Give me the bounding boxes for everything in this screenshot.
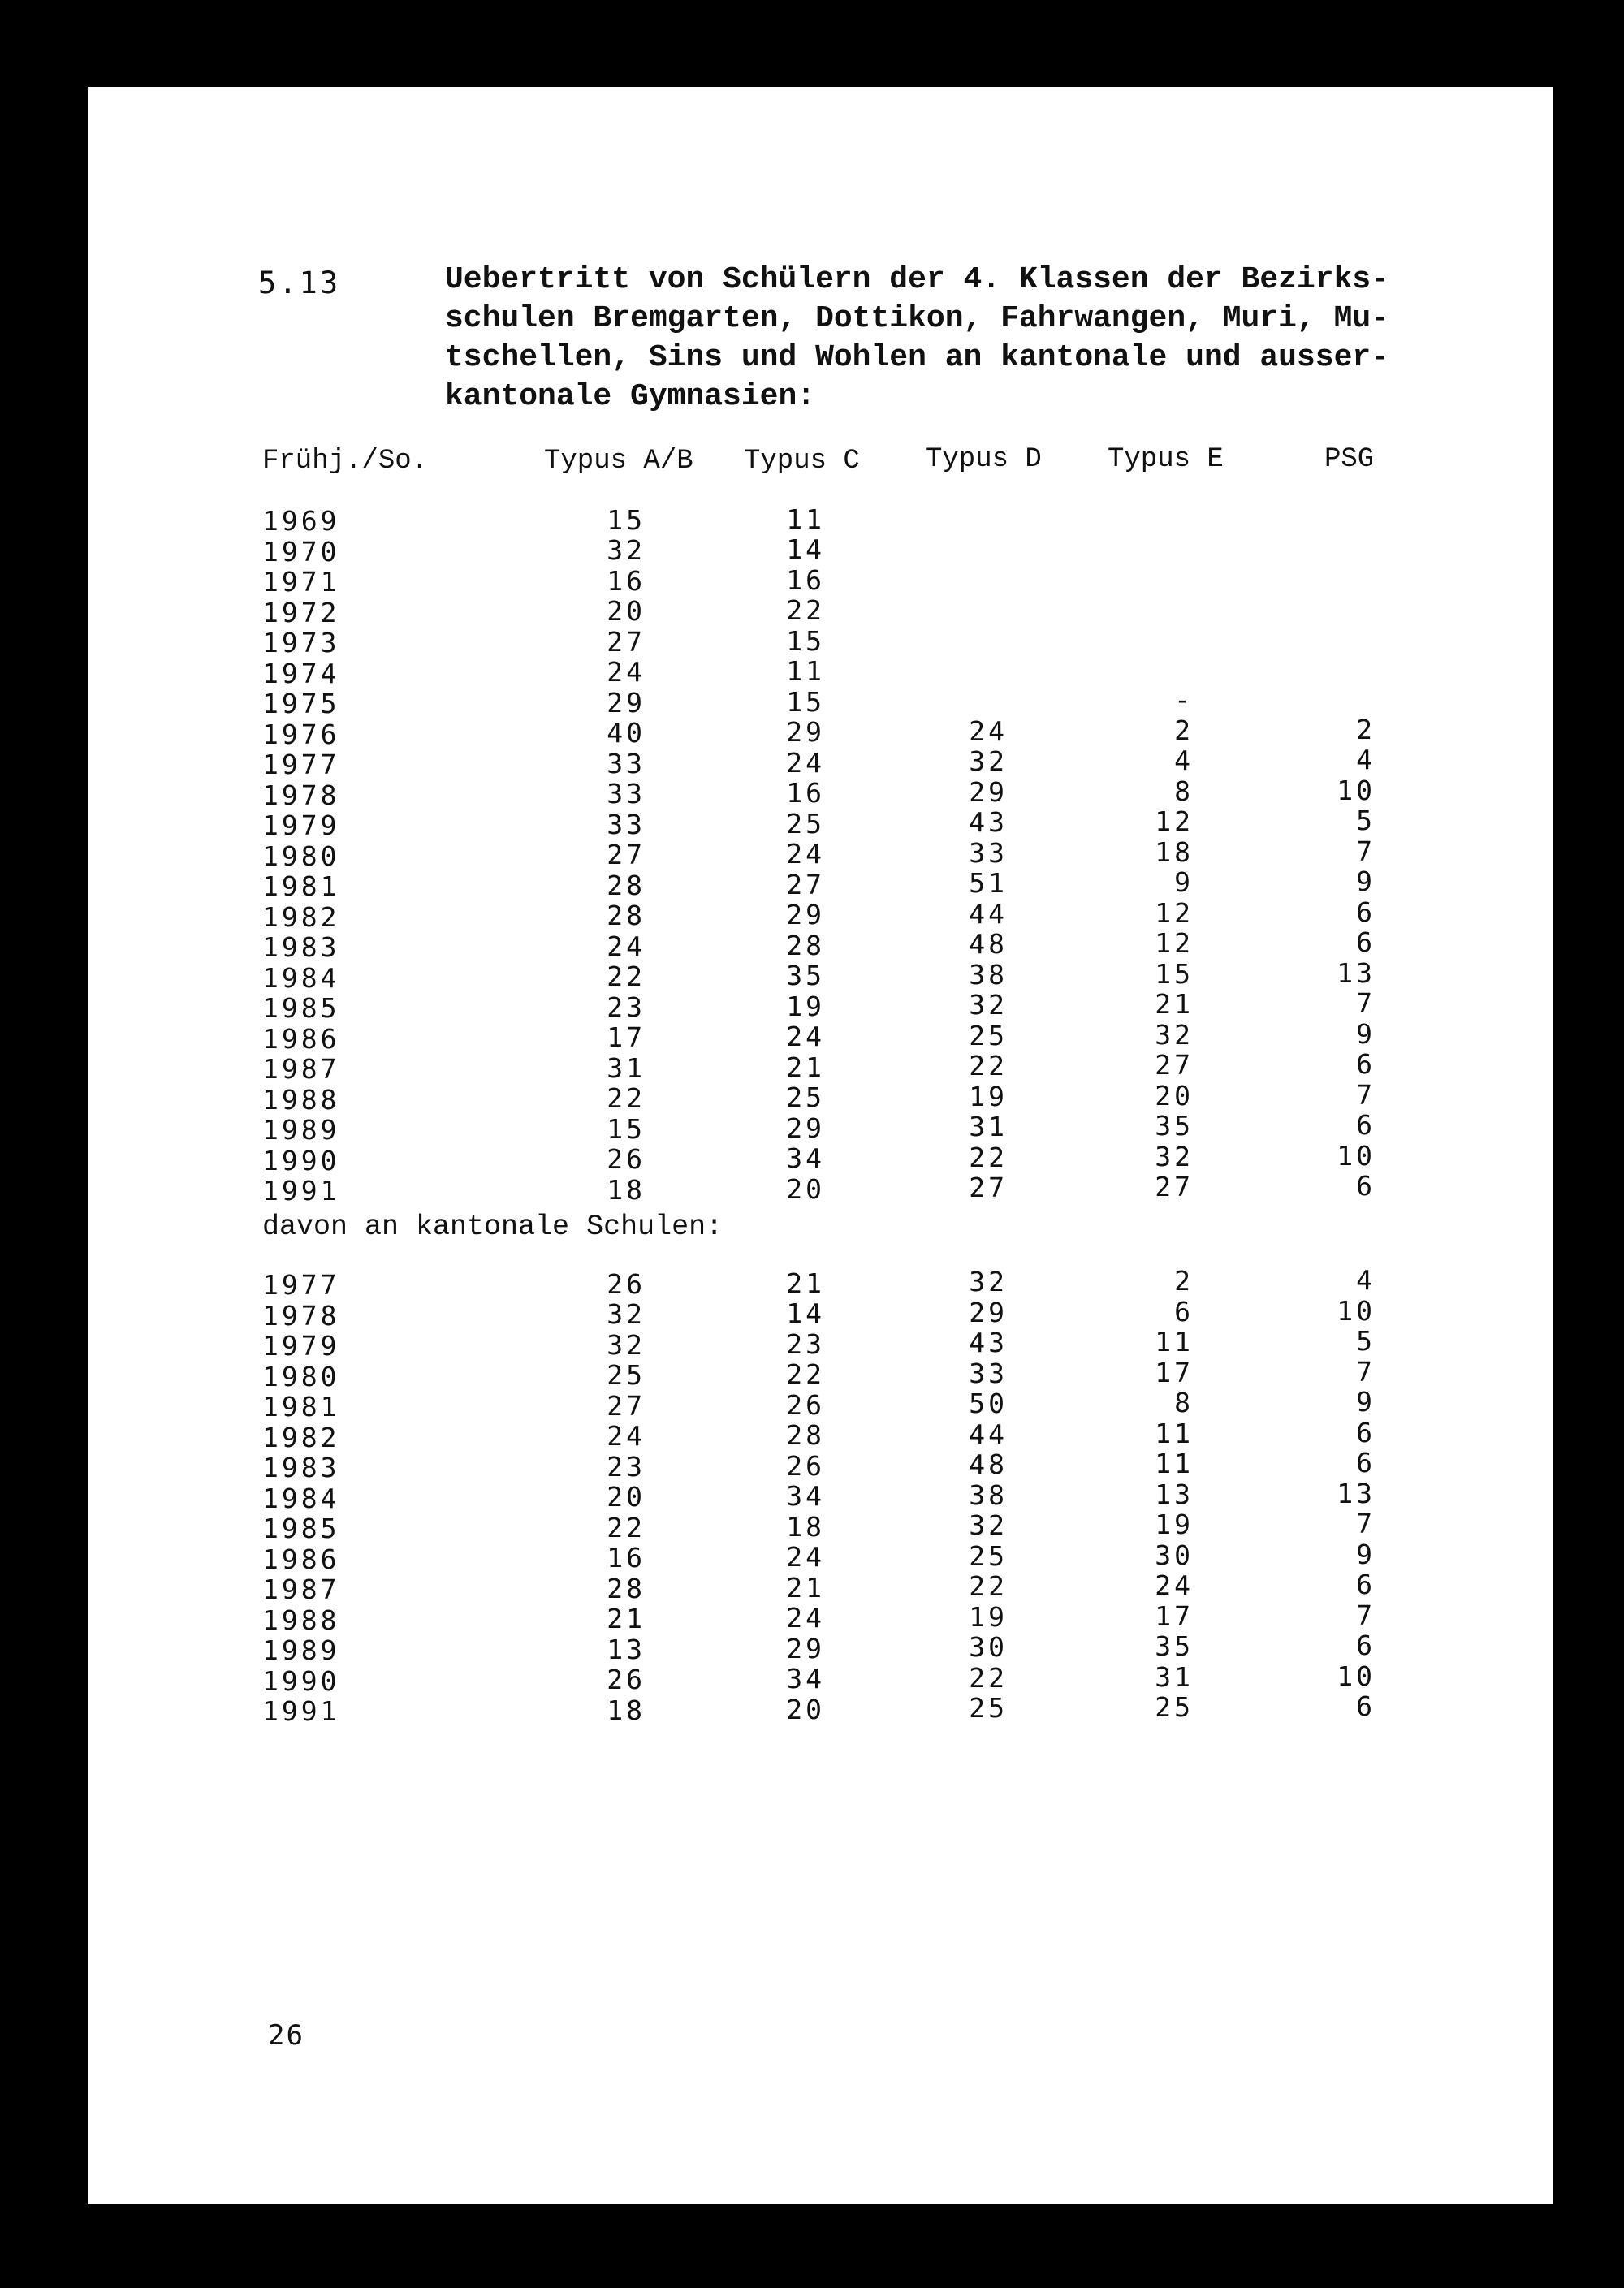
cell-typus-d: 25 [969, 1019, 1008, 1051]
cell-typus-e: 24 [1155, 1569, 1194, 1602]
cell-typus-e: 12 [1155, 896, 1194, 929]
cell-typus-c: 34 [786, 1480, 825, 1513]
cell-typus-e: 30 [1155, 1539, 1194, 1571]
cell-year: 1969 [262, 505, 340, 537]
column-header-typus-c: Typus C [744, 446, 860, 477]
column-header-typus-ab: Typus A/B [544, 446, 693, 477]
cell-year: 1979 [262, 1330, 340, 1362]
table-row [88, 624, 1553, 658]
cell-typus-e: 11 [1155, 1448, 1194, 1480]
cell-typus-ab: 23 [607, 1450, 646, 1483]
table-row [88, 1599, 1553, 1636]
cell-typus-c: 21 [786, 1267, 825, 1299]
cell-typus-d: 22 [969, 1661, 1008, 1694]
cell-typus-e: 12 [1155, 927, 1194, 960]
cell-year: 1990 [262, 1144, 340, 1176]
cell-typus-e: 27 [1155, 1049, 1194, 1081]
table-row [88, 563, 1553, 598]
table-row [88, 655, 1553, 689]
cell-psg: 7 [1356, 835, 1376, 867]
cell-typus-e: 15 [1155, 957, 1194, 990]
cell-year: 1990 [262, 1664, 340, 1697]
cell-typus-ab: 24 [607, 656, 646, 689]
cell-typus-ab: 32 [607, 1328, 646, 1361]
cell-typus-d: 32 [969, 1266, 1008, 1298]
table-row [88, 1416, 1553, 1453]
cell-year: 1989 [262, 1634, 340, 1666]
cell-typus-d: 27 [969, 1172, 1008, 1204]
cell-typus-ab: 18 [607, 1694, 646, 1726]
cell-year: 1987 [262, 1053, 340, 1085]
cell-typus-c: 21 [786, 1051, 825, 1083]
cell-typus-d: 19 [969, 1600, 1008, 1633]
title-line: tschellen, Sins und Wohlen an kantonale und ausser- [445, 340, 1389, 375]
cell-typus-d: 32 [969, 745, 1008, 778]
cell-year: 1989 [262, 1114, 340, 1146]
cell-typus-d: 32 [969, 1509, 1008, 1542]
cell-typus-ab: 32 [607, 1298, 646, 1331]
cell-typus-c: 26 [786, 1449, 825, 1482]
cell-typus-d: 29 [969, 775, 1008, 808]
cell-typus-ab: 28 [607, 1572, 646, 1604]
cell-typus-ab: 20 [607, 1481, 646, 1513]
cell-psg: 10 [1337, 1660, 1376, 1692]
cell-typus-c: 34 [786, 1142, 825, 1175]
cell-typus-c: 25 [786, 1081, 825, 1114]
cell-typus-c: 11 [786, 503, 825, 535]
cell-typus-ab: 24 [607, 930, 646, 962]
cell-year: 1982 [262, 1421, 340, 1453]
cell-typus-ab: 27 [607, 1389, 646, 1422]
table-row [88, 1690, 1553, 1727]
cell-psg: 7 [1356, 1355, 1376, 1388]
document-page [88, 87, 1553, 2204]
cell-year: 1984 [262, 961, 340, 994]
table-row [88, 896, 1553, 933]
cell-typus-c: 21 [786, 1571, 825, 1604]
cell-typus-c: 28 [786, 1419, 825, 1452]
cell-typus-ab: 23 [607, 991, 646, 1023]
cell-typus-ab: 28 [607, 869, 646, 901]
cell-typus-d: 38 [969, 1479, 1008, 1511]
cell-typus-ab: 26 [607, 1267, 646, 1300]
table-row [88, 926, 1553, 963]
cell-year: 1982 [262, 900, 340, 933]
cell-typus-c: 25 [786, 807, 825, 840]
table-row [88, 805, 1553, 841]
cell-psg: 9 [1356, 1538, 1376, 1570]
cell-year: 1970 [262, 535, 340, 568]
cell-psg: 9 [1356, 866, 1376, 897]
cell-typus-e: 18 [1155, 835, 1194, 868]
cell-psg: 4 [1356, 744, 1376, 775]
cell-typus-ab: 24 [607, 1420, 646, 1453]
cell-typus-d: 29 [969, 1296, 1008, 1328]
cell-typus-ab: 18 [607, 1173, 646, 1206]
cell-year: 1975 [262, 688, 340, 719]
cell-year: 1978 [262, 1299, 340, 1332]
title-line: Uebertritt von Schülern der 4. Klassen der Bezirks- [445, 262, 1389, 297]
table-row [88, 713, 1553, 750]
cell-typus-d: 33 [969, 836, 1008, 869]
cell-typus-c: 29 [786, 1632, 825, 1664]
cell-typus-c: 22 [786, 594, 825, 627]
page-number: 26 [268, 2019, 304, 2052]
cell-typus-e: 35 [1155, 1110, 1194, 1142]
cell-typus-ab: 33 [607, 778, 646, 810]
cell-year: 1981 [262, 870, 340, 902]
cell-typus-ab: 16 [607, 1542, 646, 1574]
cell-typus-d: 51 [969, 867, 1008, 900]
cell-typus-e: 21 [1155, 988, 1194, 1021]
cell-typus-e: 4 [1174, 745, 1194, 777]
cell-typus-d: 31 [969, 1111, 1008, 1143]
table-row [88, 1170, 1553, 1207]
cell-typus-d: 30 [969, 1631, 1008, 1664]
cell-typus-d: 22 [969, 1141, 1008, 1173]
cell-psg: 6 [1356, 1109, 1376, 1141]
cell-typus-ab: 22 [607, 1511, 646, 1543]
cell-typus-ab: 25 [607, 1359, 646, 1392]
cell-typus-d: 50 [969, 1388, 1008, 1420]
cell-typus-c: 15 [786, 685, 825, 718]
table-row [88, 594, 1553, 628]
cell-year: 1991 [262, 1175, 340, 1207]
table-row [88, 1477, 1553, 1514]
table-row [88, 835, 1553, 872]
cell-psg: 6 [1356, 1447, 1376, 1479]
cell-typus-e: 27 [1155, 1171, 1194, 1203]
cell-typus-c: 28 [786, 929, 825, 961]
cell-typus-c: 23 [786, 1327, 825, 1360]
cell-psg: 5 [1356, 805, 1376, 836]
cell-typus-e: 9 [1174, 866, 1194, 899]
table-row [88, 956, 1553, 994]
subheading-kantonal: davon an kantonale Schulen: [262, 1211, 723, 1243]
cell-typus-c: 29 [786, 1112, 825, 1144]
cell-psg: 2 [1356, 713, 1376, 745]
cell-year: 1983 [262, 1452, 340, 1483]
cell-typus-c: 24 [786, 746, 825, 779]
cell-typus-e: 17 [1155, 1599, 1194, 1632]
cell-typus-c: 34 [786, 1663, 825, 1695]
table-row [88, 1569, 1553, 1605]
table-row [88, 1538, 1553, 1575]
cell-typus-d: 32 [969, 989, 1008, 1021]
cell-year: 1974 [262, 657, 340, 689]
cell-typus-c: 15 [786, 624, 825, 657]
cell-typus-c: 26 [786, 1388, 825, 1421]
cell-typus-e: 11 [1155, 1417, 1194, 1449]
cell-typus-e: 8 [1174, 775, 1194, 807]
cell-psg: 13 [1337, 1477, 1376, 1509]
table-row [88, 1139, 1553, 1176]
cell-psg: 6 [1356, 1170, 1376, 1202]
cell-typus-c: 27 [786, 868, 825, 900]
cell-psg: 7 [1356, 1599, 1376, 1631]
cell-typus-e: 11 [1155, 1326, 1194, 1358]
cell-psg: 6 [1356, 1048, 1376, 1080]
cell-typus-ab: 33 [607, 747, 646, 779]
cell-typus-e: 19 [1155, 1509, 1194, 1541]
cell-year: 1973 [262, 627, 340, 658]
cell-typus-d: 22 [969, 1050, 1008, 1082]
table-row [88, 1447, 1553, 1483]
table-row [88, 774, 1553, 811]
cell-typus-ab: 32 [607, 534, 646, 567]
cell-typus-ab: 29 [607, 686, 646, 719]
table-row [88, 505, 1553, 535]
table-row [88, 1264, 1553, 1301]
table-row [88, 1109, 1553, 1146]
cell-typus-d: 19 [969, 1080, 1008, 1112]
title-line: schulen Bremgarten, Dottikon, Fahrwangen, Muri, Mu- [445, 301, 1389, 336]
title-line: kantonale Gymnasien: [445, 379, 816, 414]
table-row [88, 866, 1553, 902]
cell-psg: 9 [1356, 1386, 1376, 1418]
cell-typus-c: 29 [786, 899, 825, 931]
cell-typus-c: 35 [786, 960, 825, 992]
cell-psg: 6 [1356, 1569, 1376, 1600]
column-header-year: Frühj./So. [262, 446, 429, 477]
cell-typus-d: 25 [969, 1692, 1008, 1725]
table-row [88, 1294, 1553, 1332]
cell-typus-ab: 21 [607, 1603, 646, 1635]
cell-typus-ab: 20 [607, 595, 646, 628]
cell-typus-e: 12 [1155, 805, 1194, 838]
cell-year: 1981 [262, 1391, 340, 1422]
table-row [88, 1660, 1553, 1697]
cell-psg: 10 [1337, 774, 1376, 806]
cell-typus-d: 43 [969, 806, 1008, 839]
cell-typus-c: 11 [786, 655, 825, 688]
cell-typus-ab: 26 [607, 1143, 646, 1176]
cell-year: 1988 [262, 1083, 340, 1116]
cell-typus-d: 25 [969, 1539, 1008, 1572]
cell-typus-c: 14 [786, 1297, 825, 1330]
column-header-typus-d: Typus D [926, 444, 1042, 475]
cell-typus-e: 17 [1155, 1356, 1194, 1388]
cell-typus-c: 24 [786, 838, 825, 870]
cell-typus-e: 8 [1174, 1387, 1194, 1419]
cell-typus-d: 22 [969, 1570, 1008, 1603]
cell-typus-e: 20 [1155, 1079, 1194, 1112]
cell-year: 1980 [262, 840, 340, 872]
cell-typus-ab: 26 [607, 1664, 646, 1696]
cell-typus-ab: 27 [607, 625, 646, 658]
column-header-psg: PSG [1324, 444, 1375, 475]
cell-typus-c: 20 [786, 1693, 825, 1725]
cell-year: 1978 [262, 779, 340, 811]
cell-typus-d: 33 [969, 1357, 1008, 1389]
table-row [88, 1355, 1553, 1392]
cell-typus-e: 31 [1155, 1660, 1194, 1693]
cell-psg: 4 [1356, 1264, 1376, 1296]
cell-typus-c: 18 [786, 1510, 825, 1543]
cell-typus-ab: 33 [607, 808, 646, 840]
cell-typus-ab: 22 [607, 1082, 646, 1115]
cell-typus-d: 48 [969, 928, 1008, 961]
table-row [88, 987, 1553, 1024]
cell-typus-d: 38 [969, 958, 1008, 991]
table-row [88, 533, 1553, 568]
cell-psg: 9 [1356, 1017, 1376, 1050]
table-row [88, 1508, 1553, 1544]
column-header-typus-e: Typus E [1108, 444, 1224, 475]
cell-year: 1972 [262, 596, 340, 628]
cell-year: 1987 [262, 1574, 340, 1605]
cell-psg: 5 [1356, 1325, 1376, 1357]
cell-typus-ab: 28 [607, 900, 646, 932]
cell-typus-c: 19 [786, 990, 825, 1022]
cell-typus-d: 44 [969, 1418, 1008, 1450]
cell-year: 1984 [262, 1482, 340, 1514]
cell-psg: 6 [1356, 896, 1376, 928]
cell-psg: 6 [1356, 1416, 1376, 1448]
cell-typus-e: 6 [1174, 1295, 1194, 1327]
cell-psg: 6 [1356, 926, 1376, 958]
cell-year: 1971 [262, 566, 340, 598]
cell-typus-ab: 22 [607, 961, 646, 993]
cell-typus-c: 29 [786, 716, 825, 749]
cell-psg: 7 [1356, 987, 1376, 1019]
cell-year: 1976 [262, 718, 340, 750]
table-row [88, 1078, 1553, 1116]
table-row [88, 684, 1553, 719]
cell-typus-c: 22 [786, 1358, 825, 1391]
cell-typus-c: 14 [786, 533, 825, 566]
cell-psg: 10 [1337, 1294, 1376, 1327]
table-row [88, 1630, 1553, 1666]
cell-typus-e: 32 [1155, 1140, 1194, 1172]
cell-typus-ab: 31 [607, 1051, 646, 1084]
cell-typus-c: 16 [786, 777, 825, 809]
cell-typus-e: 2 [1174, 714, 1194, 746]
section-number: 5.13 [258, 265, 341, 300]
cell-typus-e: 13 [1155, 1478, 1194, 1510]
cell-typus-c: 20 [786, 1172, 825, 1205]
cell-year: 1980 [262, 1360, 340, 1392]
cell-typus-d: 24 [969, 714, 1008, 747]
cell-typus-e: 32 [1155, 1018, 1194, 1051]
cell-typus-c: 24 [786, 1541, 825, 1574]
cell-year: 1985 [262, 1513, 340, 1544]
cell-year: 1991 [262, 1695, 340, 1727]
cell-typus-ab: 15 [607, 1112, 646, 1145]
cell-typus-d: 43 [969, 1327, 1008, 1359]
cell-typus-d: 44 [969, 897, 1008, 930]
table-row [88, 1017, 1553, 1055]
cell-typus-ab: 15 [607, 503, 646, 536]
cell-year: 1986 [262, 1022, 340, 1055]
cell-year: 1977 [262, 1269, 340, 1301]
cell-typus-d: 48 [969, 1448, 1008, 1481]
cell-psg: 6 [1356, 1630, 1376, 1661]
cell-year: 1988 [262, 1604, 340, 1636]
table-row [88, 1386, 1553, 1422]
cell-psg: 6 [1356, 1690, 1376, 1722]
cell-psg: 7 [1356, 1508, 1376, 1539]
table-row [88, 1325, 1553, 1362]
section-title [445, 261, 1492, 417]
cell-psg: 10 [1337, 1139, 1376, 1172]
cell-year: 1986 [262, 1543, 340, 1575]
cell-typus-c: 24 [786, 1021, 825, 1053]
cell-year: 1977 [262, 749, 340, 780]
cell-typus-ab: 27 [607, 839, 646, 871]
cell-year: 1985 [262, 992, 340, 1024]
cell-year: 1983 [262, 931, 340, 963]
cell-typus-e: - [1174, 684, 1194, 716]
cell-typus-c: 24 [786, 1602, 825, 1634]
cell-typus-ab: 40 [607, 717, 646, 749]
cell-typus-e: 2 [1174, 1265, 1194, 1297]
cell-year: 1979 [262, 809, 340, 841]
cell-typus-e: 35 [1155, 1630, 1194, 1663]
table-row [88, 744, 1553, 780]
cell-typus-ab: 16 [607, 564, 646, 597]
table-row [88, 1048, 1553, 1085]
cell-typus-e: 25 [1155, 1691, 1194, 1724]
cell-typus-ab: 17 [607, 1021, 646, 1054]
cell-typus-ab: 13 [607, 1633, 646, 1665]
cell-psg: 7 [1356, 1078, 1376, 1111]
cell-typus-c: 16 [786, 563, 825, 596]
cell-psg: 13 [1337, 956, 1376, 989]
